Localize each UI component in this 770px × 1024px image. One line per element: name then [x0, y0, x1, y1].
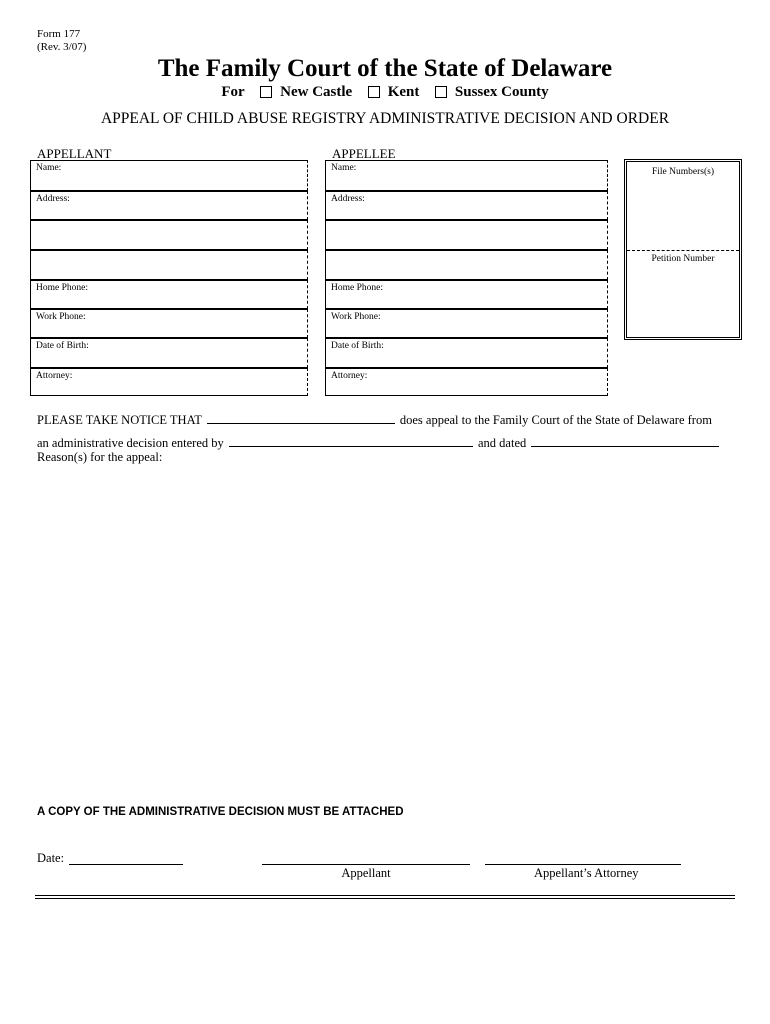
footer-rule-bottom [35, 898, 735, 899]
notice-line-1 [37, 412, 712, 428]
attorney-signature-line[interactable] [485, 863, 681, 865]
appellee-heading: APPELLEE [332, 146, 396, 161]
notice-intro: PLEASE TAKE NOTICE THAT [37, 413, 202, 427]
appellant-address-line-2[interactable] [30, 220, 308, 250]
checkbox-sussex[interactable] [435, 86, 447, 98]
checkbox-kent[interactable] [368, 86, 380, 98]
appellant-address-field[interactable]: Address: [30, 191, 308, 220]
for-label: For [221, 84, 245, 101]
checkbox-new-castle[interactable] [260, 86, 272, 98]
county-sussex: Sussex County [454, 84, 549, 101]
dated-label: and dated [478, 436, 527, 450]
appellee-address-line-2[interactable] [325, 220, 608, 250]
notice-line-2 [37, 435, 721, 451]
court-title: The Family Court of the State of Delaware [157, 55, 613, 82]
appellant-signature-line[interactable] [262, 863, 470, 865]
appellee-name-field[interactable]: Name: [325, 160, 608, 191]
appellant-dob-field[interactable]: Date of Birth: [30, 338, 308, 368]
appellee-address-field[interactable]: Address: [325, 191, 608, 220]
appellant-name-blank[interactable] [207, 412, 395, 424]
appellant-name-field[interactable]: Name: [30, 160, 308, 191]
appellee-work-phone-field[interactable]: Work Phone: [325, 309, 608, 338]
attach-note: A COPY OF THE ADMINISTRATIVE DECISION MUST BE ATTACHED [37, 806, 404, 818]
appellee-home-phone-field[interactable]: Home Phone: [325, 280, 608, 309]
appellant-heading: APPELLANT [37, 146, 112, 161]
notice-appeal-text: does appeal to the Family Court of the State of Delaware from [399, 413, 712, 427]
entered-by-blank[interactable] [229, 435, 473, 447]
county-new-castle: New Castle [280, 84, 353, 101]
form-number-block [37, 28, 86, 54]
reasons-area[interactable] [37, 468, 737, 798]
county-selector [0, 84, 770, 101]
appellant-attorney-field[interactable]: Attorney: [30, 368, 308, 396]
footer-rule-top [35, 895, 735, 896]
appellant-signature-label: Appellant [341, 866, 391, 880]
reasons-label: Reason(s) for the appeal: [37, 450, 163, 464]
appellant-home-phone-field[interactable]: Home Phone: [30, 280, 308, 309]
form-title: APPEAL OF CHILD ABUSE REGISTRY ADMINISTRATIVE DECISION AND ORDER [100, 110, 670, 127]
appellee-dob-field[interactable]: Date of Birth: [325, 338, 608, 368]
decision-entered-by-label: an administrative decision entered by [37, 436, 224, 450]
appellant-work-phone-field[interactable]: Work Phone: [30, 309, 308, 338]
date-blank[interactable] [69, 863, 183, 865]
file-numbers-box [624, 159, 742, 340]
file-numbers-field[interactable] [627, 162, 739, 251]
petition-number-field[interactable] [627, 251, 739, 337]
appellee-attorney-field[interactable]: Attorney: [325, 368, 608, 396]
attorney-signature-label: Appellant’s Attorney [534, 866, 639, 880]
date-label: Date: [37, 851, 65, 865]
appellant-address-line-3[interactable] [30, 250, 308, 280]
file-numbers-label: File Numbers(s) [651, 167, 714, 177]
petition-number-label: Petition Number [651, 254, 715, 264]
decision-date-blank[interactable] [531, 435, 719, 447]
appellee-address-line-3[interactable] [325, 250, 608, 280]
county-kent: Kent [387, 84, 420, 101]
form-number: Form 177 [37, 28, 81, 40]
form-revision: (Rev. 3/07) [37, 41, 87, 53]
